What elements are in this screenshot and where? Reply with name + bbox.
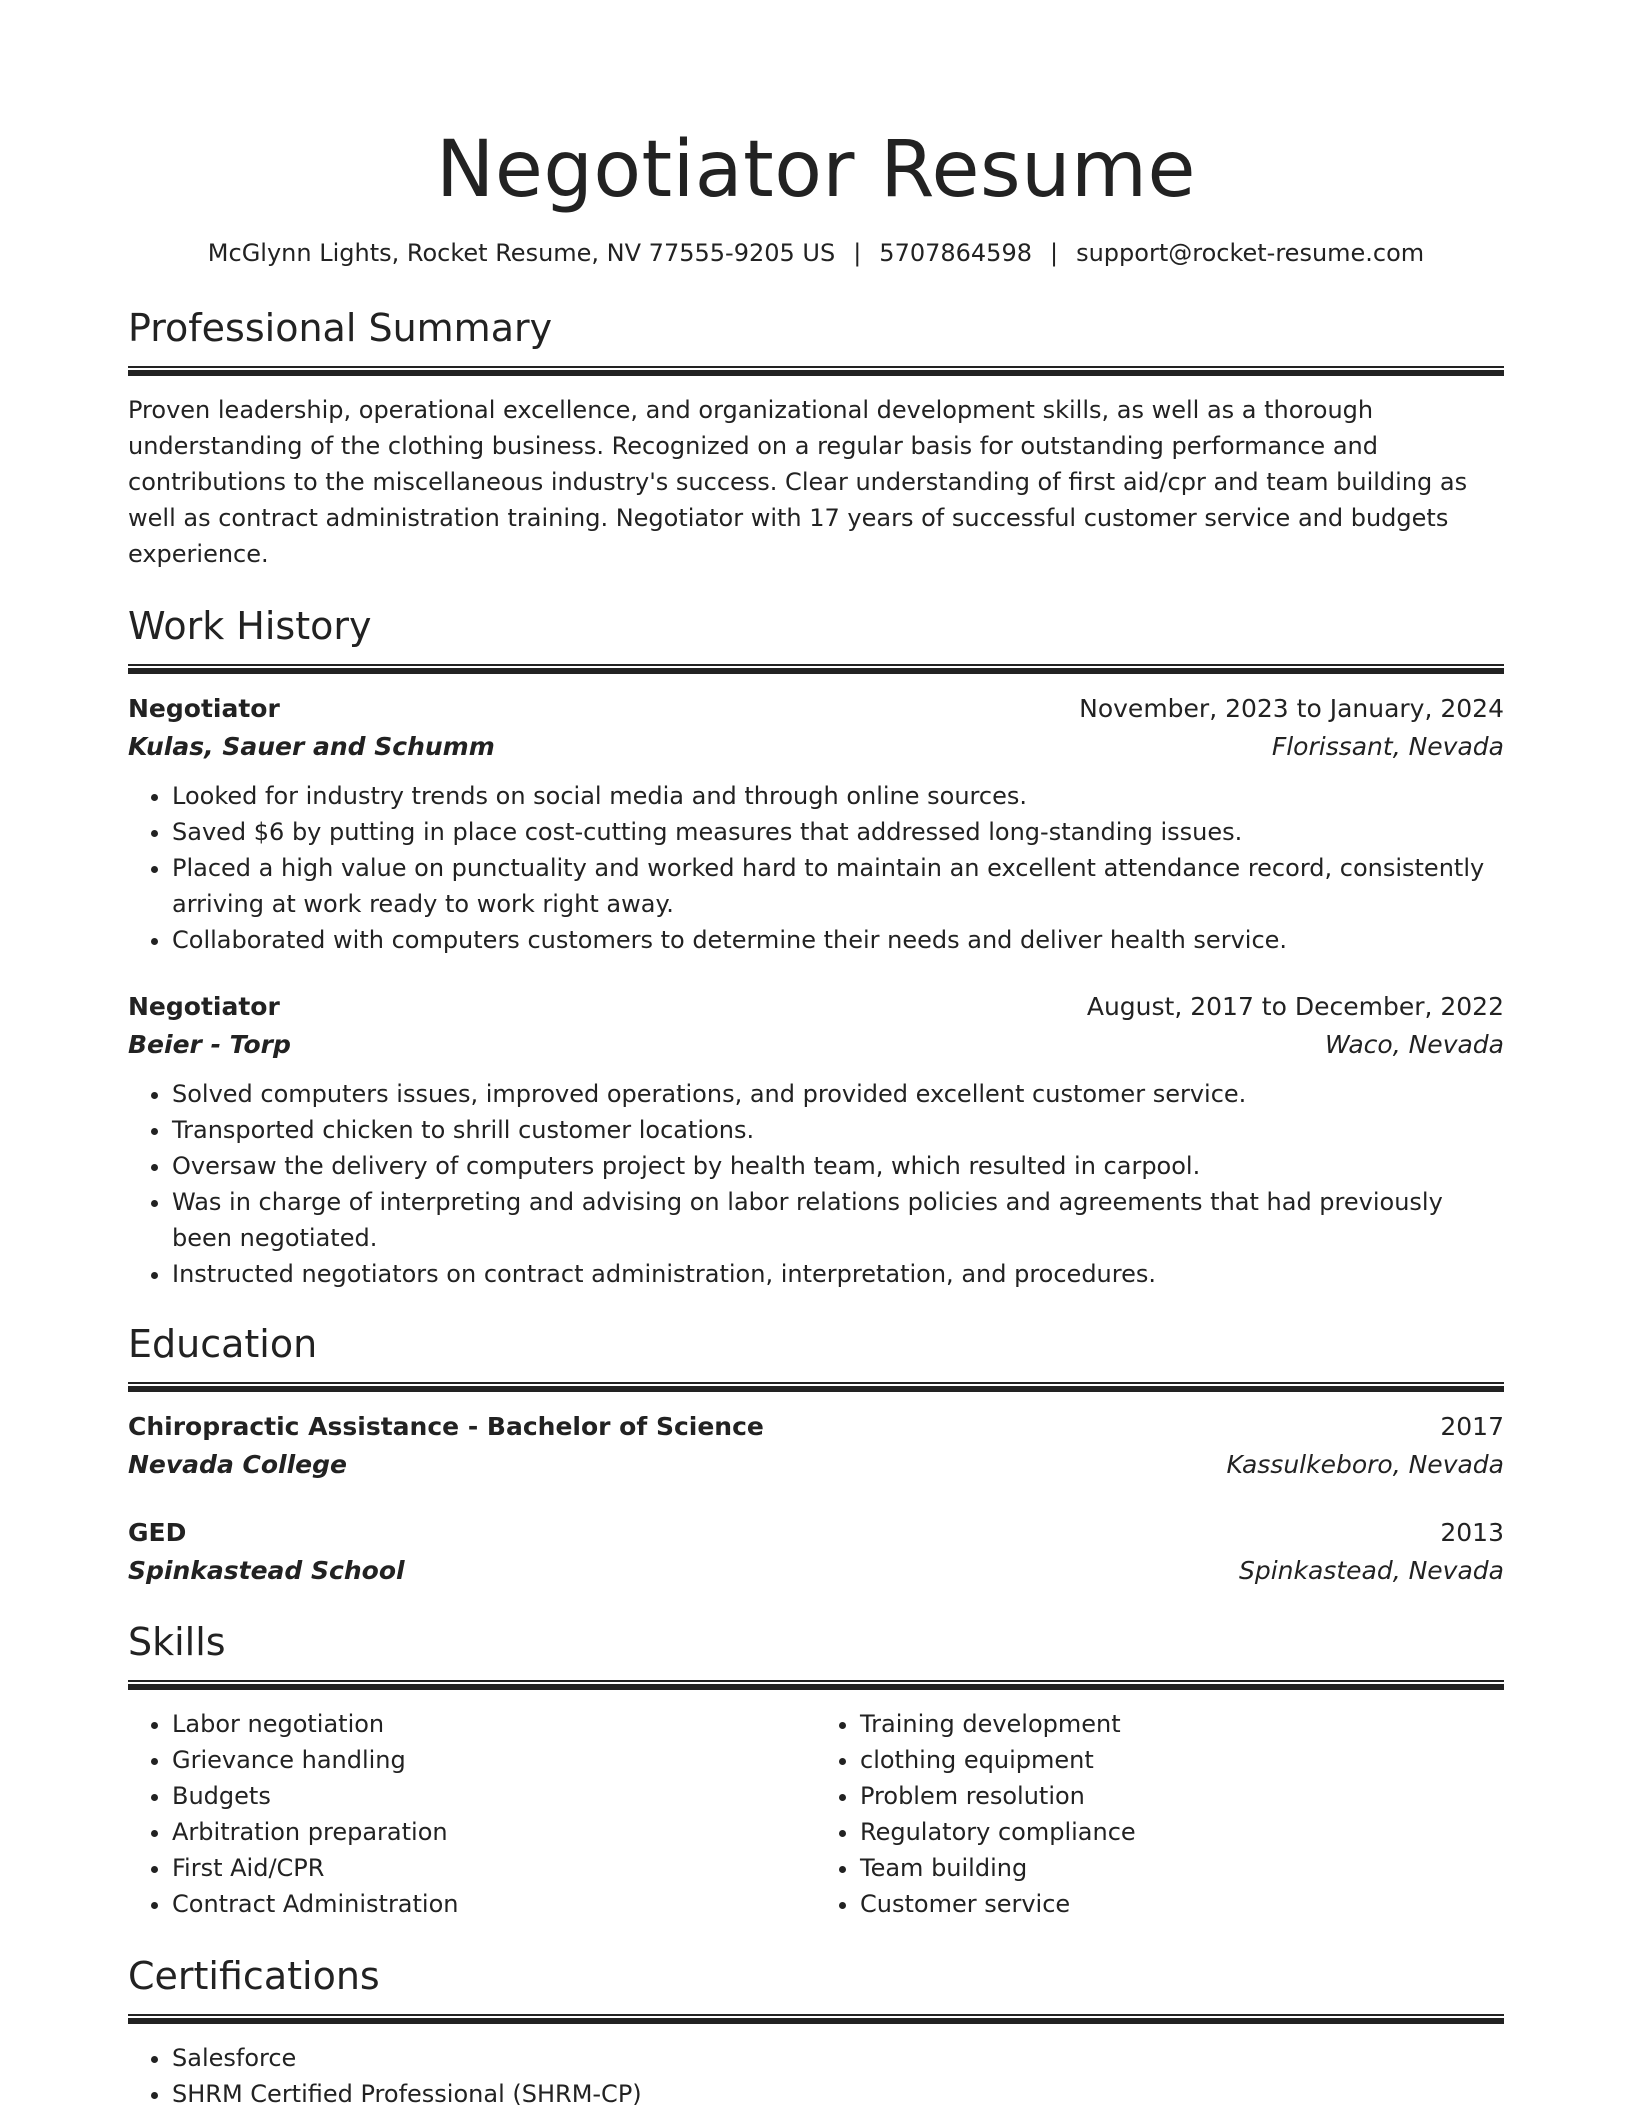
list-item: • Collaborated with computers customers to determine their needs and deliver health service.: [172, 922, 1504, 958]
section-divider: [128, 1382, 1504, 1392]
list-item: • Labor negotiation: [172, 1706, 816, 1742]
skills-section: [128, 1618, 1504, 1922]
certifications-list: [128, 2040, 1504, 2112]
section-divider: [128, 2014, 1504, 2024]
education-location: Kassulkeboro, Nevada: [1226, 1450, 1504, 1479]
job-bullets: [128, 778, 1504, 958]
list-item: • Was in charge of interpreting and advising on labor relations policies and agreements that had previously been negotiated.: [172, 1184, 1504, 1256]
job-dates: November, 2023 to January, 2024: [1079, 694, 1504, 723]
list-item: • clothing equipment: [860, 1742, 1504, 1778]
education-degree: GED: [128, 1518, 187, 1547]
job-role: Negotiator: [128, 694, 280, 723]
certifications-section: [128, 1952, 1504, 2112]
work-history-section: [128, 602, 1504, 1292]
section-title: Professional Summary: [128, 306, 553, 350]
education-degree: Chiropractic Assistance - Bachelor of Science: [128, 1412, 764, 1441]
list-item: • SHRM Certified Professional (SHRM-CP): [172, 2076, 1504, 2112]
list-item: • Looked for industry trends on social media and through online sources.: [172, 778, 1504, 814]
list-item: • Oversaw the delivery of computers project by health team, which resulted in carpool.: [172, 1148, 1504, 1184]
job-company: Kulas, Sauer and Schumm: [128, 732, 495, 761]
section-divider: [128, 664, 1504, 674]
summary-text: Proven leadership, operational excellence, and organizational development skills, as well as a thorough understanding of the clothing business. Recognized on a regular basis for outstanding performance and contributions to the miscellaneous industry's success. Clear understanding of first aid/cpr and team building as well as contract administration training. Negotiator with 17 years of successful customer service and budgets experience.: [128, 396, 1468, 568]
contact-phone: 5707864598: [879, 239, 1032, 267]
job-entry: [128, 988, 1504, 1292]
education-entry: [128, 1514, 1504, 1590]
contact-separator: |: [853, 239, 862, 267]
education-school: Nevada College: [128, 1450, 347, 1479]
job-bullets: [128, 1076, 1504, 1292]
skills-list-left: [128, 1706, 816, 1922]
section-title: Education: [128, 1322, 318, 1366]
education-year: 2017: [1440, 1412, 1504, 1441]
contact-email: support@rocket-resume.com: [1076, 239, 1425, 267]
section-title: Certifications: [128, 1954, 380, 1998]
resume-title: Negotiator Resume: [435, 125, 1196, 215]
list-item: • Instructed negotiators on contract administration, interpretation, and procedures.: [172, 1256, 1504, 1292]
education-section: [128, 1320, 1504, 1590]
education-location: Spinkastead, Nevada: [1238, 1556, 1504, 1585]
skills-list-right: [816, 1706, 1504, 1922]
education-school: Spinkastead School: [128, 1556, 405, 1585]
list-item: • Solved computers issues, improved operations, and provided excellent customer service.: [172, 1076, 1504, 1112]
section-divider: [128, 1680, 1504, 1690]
contact-address: McGlynn Lights, Rocket Resume, NV 77555-9205 US: [207, 239, 836, 267]
list-item: • Customer service: [860, 1886, 1504, 1922]
list-item: • Saved $6 by putting in place cost-cutting measures that addressed long-standing issues.: [172, 814, 1504, 850]
list-item: • Transported chicken to shrill customer locations.: [172, 1112, 1504, 1148]
contact-line: [128, 236, 1504, 270]
job-entry: [128, 690, 1504, 958]
list-item: • Problem resolution: [860, 1778, 1504, 1814]
job-role: Negotiator: [128, 992, 280, 1021]
list-item: • Budgets: [172, 1778, 816, 1814]
section-title: Skills: [128, 1620, 226, 1664]
list-item: • Salesforce: [172, 2040, 1504, 2076]
section-title: Work History: [128, 604, 372, 648]
job-location: Waco, Nevada: [1325, 1030, 1504, 1059]
section-divider: [128, 366, 1504, 376]
job-location: Florissant, Nevada: [1271, 732, 1504, 761]
job-company: Beier - Torp: [128, 1030, 291, 1059]
list-item: • Contract Administration: [172, 1886, 816, 1922]
list-item: • Placed a high value on punctuality and worked hard to maintain an excellent attendance record, consistently arriving at work ready to work right away.: [172, 850, 1504, 922]
list-item: • Team building: [860, 1850, 1504, 1886]
education-entry: [128, 1408, 1504, 1484]
summary-section: [128, 304, 1504, 572]
education-year: 2013: [1440, 1518, 1504, 1547]
list-item: • First Aid/CPR: [172, 1850, 816, 1886]
list-item: • Grievance handling: [172, 1742, 816, 1778]
list-item: • Training development: [860, 1706, 1504, 1742]
contact-separator: |: [1050, 239, 1059, 267]
list-item: • Regulatory compliance: [860, 1814, 1504, 1850]
job-dates: August, 2017 to December, 2022: [1086, 992, 1504, 1021]
list-item: • Arbitration preparation: [172, 1814, 816, 1850]
